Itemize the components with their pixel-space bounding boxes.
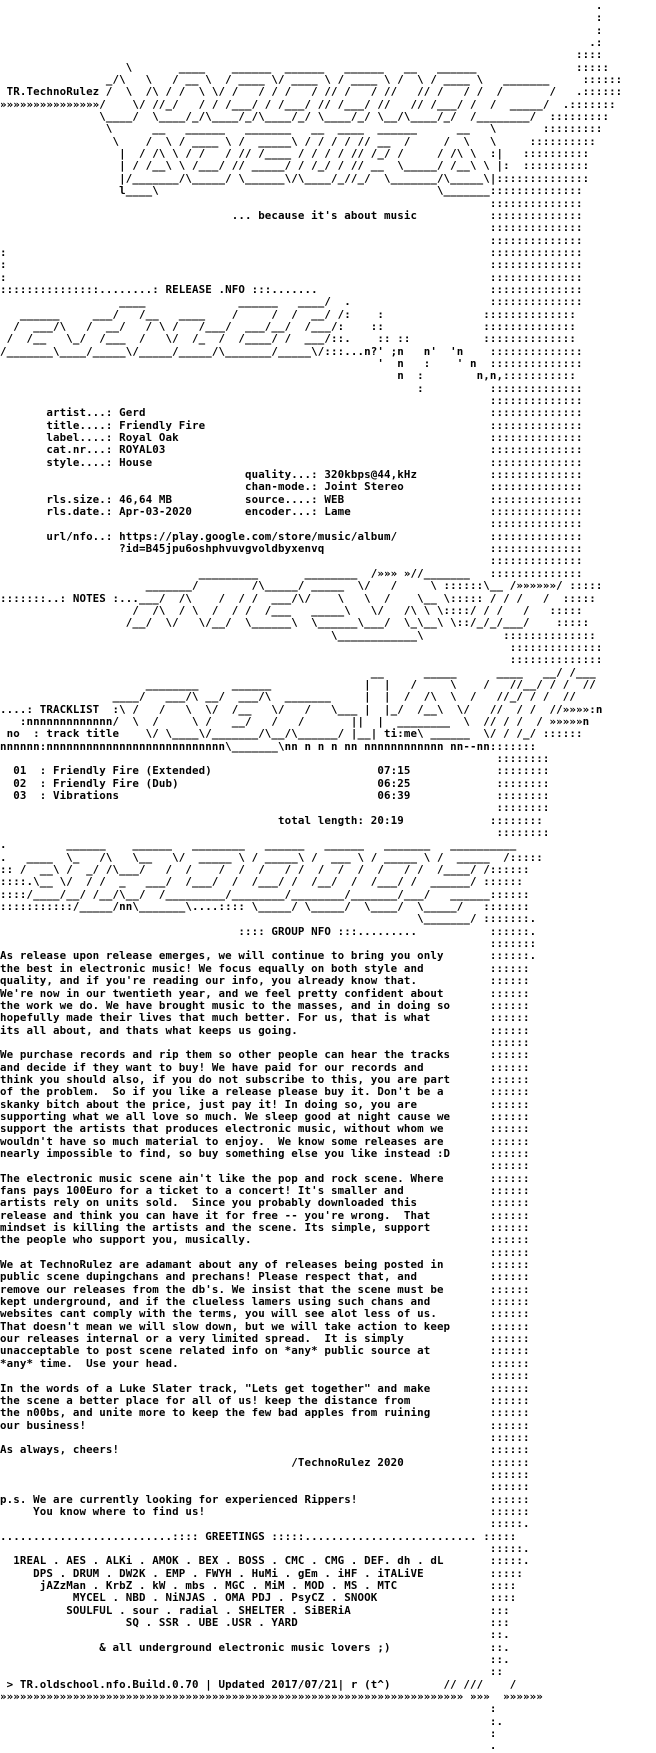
nfo-line: DPS . DRUM . DW2K . EMP . FWYH . HuMi . gEm . iHF . iTALiVE ::::: xyxy=(0,1566,524,1580)
nfo-line: the best in electronic music! We focus equally on both style and :::::: xyxy=(0,961,530,975)
nfo-line: :::::: xyxy=(0,1159,530,1173)
nfo-line: /TechnoRulez 2020 :::::: xyxy=(0,1455,530,1469)
nfo-line: / ___/\ / __/ / \ / /___/ ___/__/ /___/: :: :::::::::::::: xyxy=(0,319,576,333)
nfo-line: \____/ \____/_/\____/_/\____/_/ \____/_/ \__/\____/_/ /________/ ::::::::: xyxy=(0,110,610,124)
nfo-line: SQ . SSR . UBE .USR . YARD ::: xyxy=(0,1616,510,1630)
nfo-line: 1REAL . AES . ALKi . AMOK . BEX . BOSS . CMC . CMG . DEF. dh . dL :::::. xyxy=(0,1554,530,1568)
nfo-line: ______ ___/ /__ ____ / / / __/ /: : :::::::::::::: xyxy=(0,307,576,321)
nfo-line: _________ ________ /»»» »//_______ :::::::::::::: xyxy=(0,566,583,580)
nfo-line: :::: xyxy=(0,48,603,62)
nfo-line: artist...: Gerd :::::::::::::: xyxy=(0,406,583,420)
nfo-line: »»»»»»»»»»»»»»»/ \/ //_/ / / /___/ / /___/ // /___/ // // /___/ / / _____/ .::::::: xyxy=(0,97,616,111)
nfo-line: nearly impossible to find, so buy something else you like instead :D :::::: xyxy=(0,1146,530,1160)
nfo-line: ________ ______ | | / \ / //__/ / / // xyxy=(0,677,596,691)
nfo-line: no : track title \/ \____\/_______/\__/\______/ |__| ti:me\ ______ \/ / /_/ :::::: xyxy=(0,727,583,741)
nfo-line: ::. xyxy=(0,1653,510,1667)
nfo-line: fans pays 100Euro for a ticket to a concert! It's smaller and :::::: xyxy=(0,1184,530,1197)
nfo-line: :::::::::::/_____/nn\_______\....:::: \_____/ \_____/ \____/ \_____/ ::::::: xyxy=(0,900,530,914)
nfo-line: ::::/____/__/ /__/\__/ /_________/________/________/_______/___/ ______:::::: xyxy=(0,887,530,901)
nfo-line: our releases internal or a very limited spread. It is simply :::::: xyxy=(0,1332,530,1346)
nfo-line: ..........................:::: GREETINGS :::::.......................... ::::: xyxy=(0,1529,517,1543)
nfo-line: nnnnnn:nnnnnnnnnnnnnnnnnnnnnnnnnnn\_______\nn n n n nn nnnnnnnnnnnn nn--nn::::::: xyxy=(0,739,537,753)
nfo-line: skanky bitch about the price, just pay it! In doing so, you are :::::: xyxy=(0,1097,530,1111)
nfo-line: ....: TRACKLIST :\ / / \ \/ /__ \/ / \___ | |_/ /__\ \/ // / / //»»»»:n xyxy=(0,702,603,716)
nfo-line: TR.TechnoRulez / \ /\ / / \ \/ / / / / / // / / // // / / / / / .:::::: xyxy=(0,85,623,99)
nfo-line: quality, and if you're reading our info, you already know that. :::::: xyxy=(0,974,530,988)
nfo-line: l____\ \_______:::::::::::::: xyxy=(0,184,583,198)
nfo-line: SOULFUL . sour . radial . SHELTER . SiBERiA ::: xyxy=(0,1603,510,1617)
nfo-line: :::::::::::::: xyxy=(0,394,583,407)
nfo-line: :::::: xyxy=(0,1369,530,1383)
nfo-line: the scene a better place for all of us! keep the distance from :::::: xyxy=(0,1393,530,1407)
nfo-line: The electronic music scene ain't like the pop and rock scene. Where :::::: xyxy=(0,1171,530,1185)
nfo-line: :::: GROUP NFO :::......... ::::::. xyxy=(0,924,537,938)
nfo-line: : :::::::::::::: xyxy=(0,270,583,284)
nfo-line: _/\ \ / __ \ / ____ \/ ____ \ / ____ \ / \ / ____ \ _______ :::::: xyxy=(0,73,623,87)
nfo-line: As release upon release emerges, we will continue to bring you only ::::::. xyxy=(0,949,537,963)
nfo-line: :::::::::::::: xyxy=(0,653,603,667)
nfo-line: _______/ /\_____/ _____ \/ / \ ::::::\__ /»»»»»»/ ::::: xyxy=(0,579,603,593)
nfo-line: 03 : Vibrations 06:39 :::::::: xyxy=(0,789,550,802)
nfo-line: We're now in our twentieth year, and we feel pretty confident about :::::: xyxy=(0,986,530,1000)
nfo-line: : xyxy=(0,1727,497,1741)
nfo-line: :::::: xyxy=(0,1035,530,1049)
nfo-line: :::::::: xyxy=(0,826,550,840)
nfo-line: : xyxy=(0,1702,497,1716)
nfo-line: We at TechnoRulez are adamant about any of releases being posted in :::::: xyxy=(0,1258,530,1272)
nfo-line: ____/ ___/\ __/ ___/\ _______ | | / /\ \ / //_/ / / // xyxy=(0,690,583,704)
nfo-line: / /__ \_/ /___ / \/ /_ / /____/ / ___/::. :: :: :::::::::::::: xyxy=(0,332,576,346)
nfo-line: artists rely on units sold. Since you probably downloaded this :::::: xyxy=(0,1196,530,1210)
nfo-line: the work we do. We have brought music to the masses, and in doing so :::::: xyxy=(0,998,530,1012)
nfo-line: . xyxy=(0,1739,497,1753)
nfo-line: think you should also, if you do not subscribe to this, you are part :::::: xyxy=(0,1072,530,1086)
nfo-line: support the artists that produces electronic music, without whom we :::::: xyxy=(0,1122,530,1136)
nfo-line: label....: Royal Oak :::::::::::::: xyxy=(0,431,583,445)
nfo-line: its all about, and thats what keeps us going. :::::: xyxy=(0,1023,530,1037)
nfo-line: \____________\ :::::::::::::: xyxy=(0,628,596,642)
nfo-line: *any* time. Use your head. :::::: xyxy=(0,1356,530,1370)
nfo-line: \ ____ ______ ______ ______ __ ______ ::::: xyxy=(0,60,610,74)
nfo-line: release and think you can have it for free -- you're wrong. That :::::: xyxy=(0,1208,530,1222)
nfo-line: :::::::: xyxy=(0,751,550,765)
nfo-line: In the words of a Luke Slater track, "Lets get together" and make :::::: xyxy=(0,1381,530,1395)
nfo-line: : xyxy=(0,11,603,25)
nfo-line: our business! :::::: xyxy=(0,1418,530,1432)
nfo-line: ... because it's about music :::::::::::::: xyxy=(0,208,583,222)
nfo-line: | / /\ \ / / / // /____ / / / / // /_/ / / /\ \ :| :::::::::: xyxy=(0,147,590,161)
nfo-line: That doesn't mean we will slow down, but we will take action to keep :::::: xyxy=(0,1319,530,1333)
nfo-line: : :::::::::::::: xyxy=(0,258,583,272)
nfo-line: :::::: xyxy=(0,1430,530,1444)
nfo-line: /_______\____/_____\/_____/_____/\_______/_____\/:::...n?' ;n n' 'n :::::::::::::: xyxy=(0,344,583,358)
nfo-line: As always, cheers! :::::: xyxy=(0,1443,530,1457)
nfo-line: hopefully made their lives that much better. For us, that is what :::::: xyxy=(0,1011,530,1025)
nfo-line: url/nfo..: https://play.google.com/store/music/album/ :::::::::::::: xyxy=(0,529,583,543)
nfo-line: rls.size.: 46,64 MB source....: WEB :::::::::::::: xyxy=(0,492,583,506)
nfo-line: p.s. We are currently looking for experienced Rippers! :::::: xyxy=(0,1492,530,1506)
nfo-line: the n00bs, and unite more to keep the few bad apples from ruining :::::: xyxy=(0,1406,530,1420)
nfo-line: 01 : Friendly Fire (Extended) 07:15 :::::::: xyxy=(0,764,550,778)
nfo-line: :nnnnnnnnnnnnn/ \ / \ / __/ / / || | ________ \ // / / / »»»»»n xyxy=(0,714,590,728)
nfo-line: : xyxy=(0,23,603,37)
nfo-line: : :::::::::::::: xyxy=(0,381,583,395)
nfo-line: title....: Friendly Fire :::::::::::::: xyxy=(0,418,583,432)
nfo-line: public scene dupingchans and prechans! Please respect that, and :::::: xyxy=(0,1270,530,1284)
nfo-line: :::::::::::::: xyxy=(0,640,603,654)
nfo-line: ?id=B45jpu6oshphvuvgvoldbyxenvq :::::::::::::: xyxy=(0,542,583,556)
nfo-line: n : n,n,::::::::::: xyxy=(0,369,576,383)
nfo-line: :::::: xyxy=(0,1467,530,1481)
nfo-line: mindset is killing the artists and the scene. Its simple, support :::::: xyxy=(0,1221,530,1235)
nfo-line: »»»»»»»»»»»»»»»»»»»»»»»»»»»»»»»»»»»»»»»»»»»»»»»»»»»»»»»»»»»»»»»»»»»»»» »»» »»»»»» xyxy=(0,1690,543,1704)
nfo-line: \ / \ / ____ \ / _____\ / / / / // __ / / \ \ :::::::::: xyxy=(0,134,596,148)
nfo-line: chan-mode.: Joint Stereo :::::::::::::: xyxy=(0,480,583,494)
nfo-line: ::::::: xyxy=(0,937,537,951)
nfo-line: :::::::::::::::........: RELEASE .NFO :::....... :::::::::::::: xyxy=(0,282,583,296)
nfo-line: :::::::: xyxy=(0,801,550,815)
nfo-line: :::::::::::::: xyxy=(0,554,583,568)
nfo-line: :::::::::::::: xyxy=(0,221,583,235)
nfo-line: cat.nr...: ROYAL03 :::::::::::::: xyxy=(0,443,583,457)
nfo-line: rls.date.: Apr-03-2020 encoder...: Lame :::::::::::::: xyxy=(0,505,583,519)
nfo-line: ::::.\__ \/ / / _ ___/ /___/ / /___/ / /__/ / /___/ / ______/ :::::: xyxy=(0,875,524,889)
nfo-line: :::::: xyxy=(0,1245,530,1259)
nfo-line: quality...: 320kbps@44,kHz :::::::::::::: xyxy=(0,468,583,482)
nfo-line: :::::. xyxy=(0,1541,530,1555)
nfo-line: :: / __\ / _/ /\___/ / / / / / / / / / / / / / /____/ /:::::: xyxy=(0,863,530,877)
nfo-line: MYCEL . NBD . NiNJAS . OMA PDJ . PsyCZ . SNOOK :::: xyxy=(0,1591,517,1605)
nfo-line: supporting what we all love so much. We sleep good at night cause we :::::: xyxy=(0,1109,530,1123)
nfo-line: /__/ \/ \/__/ \______\ \______\___/ \_\__\ \::/_/_/___/ ::::: xyxy=(0,616,590,630)
nfo-line: |/_______/\_____/ \______\/\____/_//_/ \_______/\_____\|:::::::::::::: xyxy=(0,171,590,185)
nfo-line: . ____ \_ /\ \__ \/ _____ \ / _____\ / ___ \ / _____ \ / _____ /::::: xyxy=(0,850,543,864)
nfo-line: the people who support you, musically. :::::: xyxy=(0,1233,530,1247)
nfo-line: / /\ / \ / / / /___ _____\ \/ /\ \ \::::/ / / / ::::: xyxy=(0,603,583,617)
nfo-line: ::. xyxy=(0,1628,510,1642)
nfo-line: | / /__\ \ /___/ // _____/ / /_/ / // __ \_____/ /__\ \ |: :::::::::: xyxy=(0,159,590,173)
nfo-line: \_______/ :::::::. xyxy=(0,912,537,926)
nfo-line: :: xyxy=(0,1665,504,1679)
nfo-line: & all underground electronic music lovers ;) ::. xyxy=(0,1640,510,1654)
nfo-line: :::::::::::::: xyxy=(0,517,583,531)
nfo-line: :::::. xyxy=(0,1517,530,1531)
nfo-line: . ______ ______ ________ ______ ______ _______ __________ xyxy=(0,838,517,852)
nfo-line: total length: 20:19 :::::::: xyxy=(0,813,543,827)
nfo-line: > TR.oldschool.nfo.Build.0.70 | Updated 2017/07/21| r (t^) // /// / xyxy=(0,1677,517,1691)
nfo-line: :. xyxy=(0,1714,504,1728)
nfo-line: of the problem. So if you like a release please buy it. Don't be a :::::: xyxy=(0,1085,530,1099)
nfo-line: remove our releases from the db's. We insist that the scene must be :::::: xyxy=(0,1282,530,1296)
nfo-line: unacceptable to post scene related info on *any* public source at :::::: xyxy=(0,1344,530,1358)
nfo-line: ____ ______ ____/ . :::::::::::::: xyxy=(0,295,583,309)
nfo-line: . xyxy=(0,0,603,12)
nfo-line: :::::: xyxy=(0,1480,530,1494)
nfo-line: 02 : Friendly Fire (Dub) 06:25 :::::::: xyxy=(0,776,550,790)
nfo-line: You know where to find us! :::::: xyxy=(0,1504,530,1518)
nfo-line: and decide if they want to buy! We have paid for our records and :::::: xyxy=(0,1060,530,1074)
nfo-line: .: xyxy=(0,36,603,50)
nfo-line: :::::::..: NOTES :...___/ /\ / / / ___/\/ \ \ / \__ \::::: / / / / ::::: xyxy=(0,591,596,605)
nfo-line: wouldn't have so much material to enjoy. We know some releases are :::::: xyxy=(0,1134,530,1148)
nfo-line: style....: House :::::::::::::: xyxy=(0,455,583,469)
nfo-line: __ _____ ____ __/ /___ xyxy=(0,665,596,679)
nfo-line: :::::::::::::: xyxy=(0,196,583,210)
nfo-line: \ __ ______ _______ __ ____ ______ __ \ ::::::::: xyxy=(0,122,603,136)
nfo-line: kept underground, and if the clueless lamers using such chans and :::::: xyxy=(0,1295,530,1309)
nfo-line: : :::::::::::::: xyxy=(0,245,583,259)
nfo-line: :::::::::::::: xyxy=(0,233,583,247)
nfo-line: ' n : ' n :::::::::::::: xyxy=(0,356,583,370)
nfo-line: We purchase records and rip them so other people can hear the tracks :::::: xyxy=(0,1048,530,1062)
nfo-line: websites cant comply with the terms, you will see alot less of us. :::::: xyxy=(0,1307,530,1321)
nfo-line: jAZzMan . KrbZ . kW . mbs . MGC . MiM . MOD . MS . MTC :::: xyxy=(0,1579,517,1592)
